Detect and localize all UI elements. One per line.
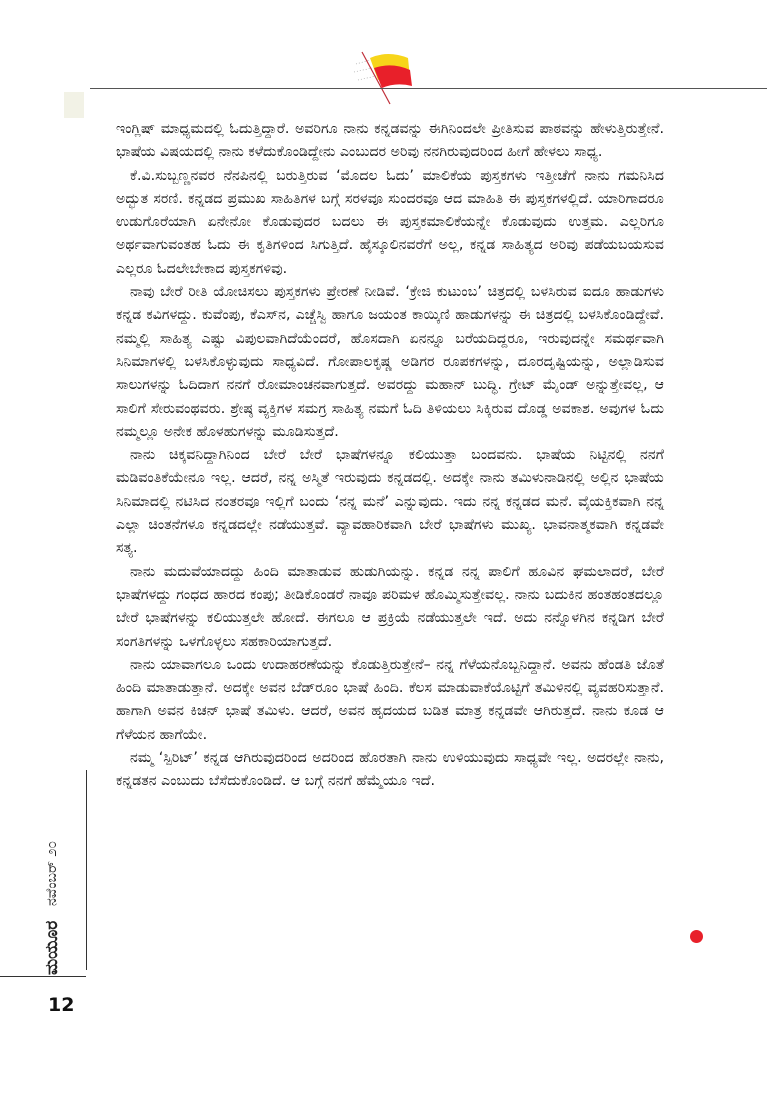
- paragraph: ನಾವು ಬೇರೆ ರೀತಿ ಯೋಚಿಸಲು ಪುಸ್ತಕಗಳು ಪ್ರೇರಣೆ ನೀಡಿವೆ. ‘ಕ್ರೇಜಿ ಕುಟುಂಬ’ ಚಿತ್ರದಲ್ಲಿ ಬಳಸಿರುವ ಐದೂ ಹಾಡುಗಳು ಕನ್ನಡ ಕವಿಗಳದ್ದು. ಕುವೆಂಪು, ಕೆಎಸ್‌ನ, ಎಚ್ಚೆಸ್ವಿ ಹಾಗೂ ಜಯಂತ ಕಾಯ್ಕಿಣಿ ಹಾಡುಗಳನ್ನು ಈ ಚಿತ್ರದಲ್ಲಿ ಬಳಸಿಕೊಂಡಿದ್ದೇವೆ. ನಮ್ಮಲ್ಲಿ ಸಾಹಿತ್ಯ ಎಷ್ಟು ವಿಪುಲವಾಗಿದೆಯೆಂದರೆ, ಹೊಸದಾಗಿ ಏನನ್ನೂ ಬರೆಯದಿದ್ದರೂ, ಇರುವುದನ್ನೇ ಸಮರ್ಥವಾಗಿ ಸಿನಿಮಾಗಳಲ್ಲಿ ಬಳಸಿಕೊಳ್ಳುವುದು ಸಾಧ್ಯವಿದೆ. ಗೋಪಾಲಕೃಷ್ಣ ಅಡಿಗರ ರೂಪಕಗಳನ್ನು, ದೂರದೃಷ್ಟಿಯನ್ನು, ಅಲ್ಲಾಡಿಸುವ ಸಾಲುಗಳನ್ನು ಓದಿದಾಗ ನನಗೆ ರೋಮಾಂಚನವಾಗುತ್ತದೆ. ಅವರದ್ದು ಮಹಾನ್ ಬುದ್ಧಿ. ಗ್ರೇಟ್ ಮೈಂಡ್ ಅನ್ನುತ್ತೇವಲ್ಲ, ಆ ಸಾಲಿಗೆ ಸೇರುವಂಥವರು. ಶ್ರೇಷ್ಠ ವ್ಯಕ್ತಿಗಳ ಸಮಗ್ರ ಸಾಹಿತ್ಯ ನಮಗೆ ಓದಿ ತಿಳಿಯಲು ಸಿಕ್ಕಿರುವ ದೊಡ್ಡ ಅವಕಾಶ. ಅವುಗಳ ಓದು ನಮ್ಮಲ್ಲೂ ಅನೇಕ ಹೊಳಹುಗಳನ್ನು ಮೂಡಿಸುತ್ತದೆ.: [116, 284, 664, 440]
- kannada-flag-icon: [352, 44, 442, 106]
- corner-block: [64, 92, 84, 118]
- paragraph: ನಾನು ಯಾವಾಗಲೂ ಒಂದು ಉದಾಹರಣೆಯನ್ನು ಕೊಡುತ್ತಿರುತ್ತೇನೆ– ನನ್ನ ಗೆಳೆಯನೊಬ್ಬನಿದ್ದಾನೆ. ಅವನು ಹೆಂಡತಿ ಜೊತೆ ಹಿಂದಿ ಮಾತಾಡುತ್ತಾನೆ. ಅದಕ್ಕೇ ಅವನ ಬೆಡ್‌ರೂಂ ಭಾಷೆ ಹಿಂದಿ. ಕೆಲಸ ಮಾಡುವಾಕೆಯೊಟ್ಟಿಗೆ ತಮಿಳಿನಲ್ಲಿ ವ್ಯವಹರಿಸುತ್ತಾನೆ. ಹಾಗಾಗಿ ಅವನ ಕಿಚನ್ ಭಾಷೆ ತಮಿಳು. ಆದರೆ, ಅವನ ಹೃದಯದ ಬಡಿತ ಮಾತ್ರ ಕನ್ನಡವೇ ಆಗಿರುತ್ತದೆ. ನಾನು ಕೂಡ ಆ ಗೆಳೆಯನ ಹಾಗೆಯೇ.: [116, 656, 664, 743]
- page-number: 12: [48, 994, 75, 1016]
- magazine-name: ಮಯೂರ: [42, 920, 62, 975]
- sidebar-rule: [86, 770, 87, 970]
- issue-date: ನವೆಂಬರ್ ೨೦: [44, 840, 60, 906]
- paragraph: ನಾನು ಚಿಕ್ಕವನಿದ್ದಾಗಿನಿಂದ ಬೇರೆ ಬೇರೆ ಭಾಷೆಗಳನ್ನೂ ಕಲಿಯುತ್ತಾ ಬಂದವನು. ಭಾಷೆಯ ನಿಟ್ಟಿನಲ್ಲಿ ನನಗೆ ಮಡಿವಂತಿಕೆಯೇನೂ ಇಲ್ಲ. ಆದರೆ, ನನ್ನ ಅಸ್ಮಿತೆ ಇರುವುದು ಕನ್ನಡದಲ್ಲಿ. ಅದಕ್ಕೇ ನಾನು ತಮಿಳುನಾಡಿನಲ್ಲಿ ಅಲ್ಲಿನ ಭಾಷೆಯ ಸಿನಿಮಾದಲ್ಲಿ ನಟಿಸಿದ ನಂತರವೂ ಇಲ್ಲಿಗೆ ಬಂದು ‘ನನ್ನ ಮನೆ’ ಎನ್ನುವುದು. ಇದು ನನ್ನ ಕನ್ನಡದ ಮನೆ. ವೈಯಕ್ತಿಕವಾಗಿ ನನ್ನ ಎಲ್ಲಾ ಚಿಂತನೆಗಳೂ ಕನ್ನಡದಲ್ಲೇ ನಡೆಯುತ್ತವೆ. ವ್ಯಾವಹಾರಿಕವಾಗಿ ಬೇರೆ ಭಾಷೆಗಳು ಮುಖ್ಯ. ಭಾವನಾತ್ಮಕವಾಗಿ ಕನ್ನಡವೇ ಸತ್ಯ.: [116, 447, 664, 557]
- sidebar-label: [42, 775, 82, 975]
- footer-rule: [0, 976, 86, 977]
- paragraph: ನಾನು ಮದುವೆಯಾದದ್ದು ಹಿಂದಿ ಮಾತಾಡುವ ಹುಡುಗಿಯನ್ನು. ಕನ್ನಡ ನನ್ನ ಪಾಲಿಗೆ ಹೂವಿನ ಘಮಲಾದರೆ, ಬೇರೆ ಭಾಷೆಗಳದ್ದು ಗಂಧದ ಹಾರದ ಕಂಪು; ತೀಡಿಕೊಂಡರೆ ನಾವೂ ಪರಿಮಳ ಹೊಮ್ಮಿಸುತ್ತೇವಲ್ಲ. ನಾನು ಬದುಕಿನ ಹಂತಹಂತದಲ್ಲೂ ಬೇರೆ ಭಾಷೆಗಳನ್ನು ಕಲಿಯುತ್ತಲೇ ಹೋದೆ. ಈಗಲೂ ಆ ಪ್ರಕ್ರಿಯೆ ನಡೆಯುತ್ತಲೇ ಇದೆ. ಅದು ನನ್ನೊಳಗಿನ ಕನ್ನಡಿಗ ಬೇರೆ ಸಂಗತಿಗಳನ್ನು ಒಳಗೊಳ್ಳಲು ಸಹಕಾರಿಯಾಗುತ್ತದೆ.: [116, 563, 664, 650]
- paragraph: ಕೆ.ವಿ.ಸುಬ್ಬಣ್ಣನವರ ನೆನಪಿನಲ್ಲಿ ಬರುತ್ತಿರುವ ‘ಮೊದಲ ಓದು’ ಮಾಲಿಕೆಯ ಪುಸ್ತಕಗಳು ಇತ್ತೀಚೆಗೆ ನಾನು ಗಮನಿಸಿದ ಅದ್ಭುತ ಸರಣಿ. ಕನ್ನಡದ ಪ್ರಮುಖ ಸಾಹಿತಿಗಳ ಬಗ್ಗೆ ಸರಳವೂ ಸುಂದರವೂ ಆದ ಮಾಹಿತಿ ಈ ಪುಸ್ತಕಗಳಲ್ಲಿದೆ. ಯಾರಿಗಾದರೂ ಉಡುಗೊರೆಯಾಗಿ ಏನೇನೋ ಕೊಡುವುದರ ಬದಲು ಈ ಪುಸ್ತಕಮಾಲಿಕೆಯನ್ನೇ ಕೊಡುವುದು ಉತ್ತಮ. ಎಲ್ಲರಿಗೂ ಅರ್ಥವಾಗುವಂತಹ ಓದು ಈ ಕೃತಿಗಳಿಂದ ಸಿಗುತ್ತಿದೆ. ಹೈಸ್ಕೂಲಿನವರೆಗೆ ಅಲ್ಲ, ಕನ್ನಡ ಸಾಹಿತ್ಯದ ಅರಿವು ಪಡೆಯಬಯಸುವ ಎಲ್ಲರೂ ಓದಲೇಬೇಕಾದ ಪುಸ್ತಕಗಳಿವು.: [116, 167, 664, 277]
- paragraph: ಇಂಗ್ಲಿಷ್ ಮಾಧ್ಯಮದಲ್ಲಿ ಓದುತ್ತಿದ್ದಾರೆ. ಅವರಿಗೂ ನಾನು ಕನ್ನಡವನ್ನು ಈಗಿನಿಂದಲೇ ಪ್ರೀತಿಸುವ ಪಾಠವನ್ನು ಹೇಳುತ್ತಿರುತ್ತೇನೆ. ಭಾಷೆಯ ವಿಷಯದಲ್ಲಿ ನಾನು ಕಳೆದುಕೊಂಡಿದ್ದೇನು ಎಂಬುದರ ಅರಿವು ನನಗಿರುವುದರಿಂದ ಹೀಗೆ ಹೇಳಲು ಸಾಧ್ಯ.: [116, 121, 664, 161]
- paragraph: ನಮ್ಮ ‘ಸ್ಪಿರಿಟ್’ ಕನ್ನಡ ಆಗಿರುವುದರಿಂದ ಅದರಿಂದ ಹೊರತಾಗಿ ನಾನು ಉಳಿಯುವುದು ಸಾಧ್ಯವೇ ಇಲ್ಲ. ಅದರಲ್ಲೇ ನಾನು, ಕನ್ನಡತನ ಎಂಬುದು ಬೆಸೆದುಕೊಂಡಿದೆ. ಆ ಬಗ್ಗೆ ನನಗೆ ಹೆಮ್ಮೆಯೂ ಇದೆ.: [116, 750, 664, 790]
- end-mark-dot: [690, 930, 703, 943]
- header-rule: [90, 88, 767, 89]
- article-body: [116, 118, 664, 794]
